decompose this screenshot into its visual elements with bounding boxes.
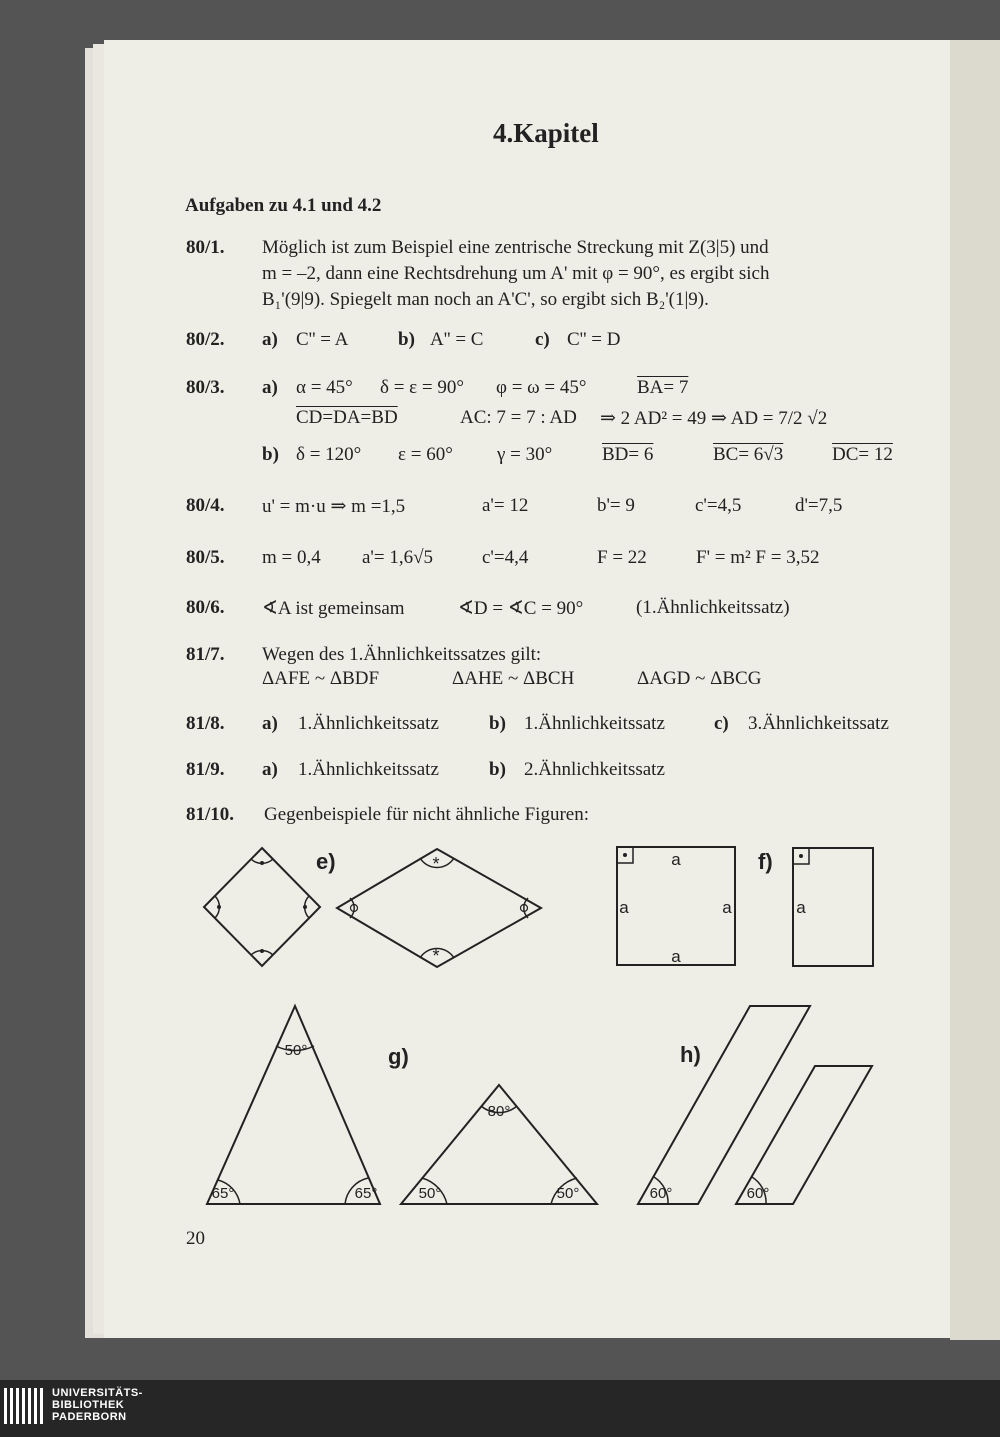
angle-label: 50° — [284, 1042, 308, 1059]
math-expression: δ = 120° — [296, 444, 362, 465]
math-expression: (1.Ähnlichkeitssatz) — [636, 597, 790, 618]
problem-number: 80/4. — [186, 495, 225, 516]
math-expression: δ = ε = 90° — [380, 377, 464, 398]
side-label: a — [722, 898, 732, 917]
math-expression: ΔAHE ~ ΔBCH — [452, 668, 575, 689]
side-label: a — [671, 850, 681, 869]
problem-number: 80/3. — [186, 377, 225, 398]
angle-label: 80° — [487, 1103, 511, 1120]
angle-label: 65° — [211, 1185, 235, 1202]
part-label: c) — [714, 713, 729, 734]
math-expression: b'= 9 — [597, 495, 635, 516]
figure-label-e: e) — [316, 849, 336, 874]
math-expression: ΔAFE ~ ΔBDF — [262, 668, 380, 689]
side-label: a — [671, 947, 681, 966]
problem-number: 81/10. — [186, 804, 235, 825]
math-expression: F = 22 — [597, 547, 647, 568]
angle-label: 50° — [418, 1185, 442, 1202]
math-expression: BC= 6√3 — [713, 444, 784, 465]
part-label: b) — [489, 759, 506, 780]
part-text: 1.Ähnlichkeitssatz — [524, 713, 665, 734]
chapter-title: 4.Kapitel — [493, 118, 599, 148]
section-title: Aufgaben zu 4.1 und 4.2 — [185, 195, 382, 216]
math-expression: BA= 7 — [637, 377, 689, 398]
figure-h-parallelogram-1 — [638, 1006, 810, 1204]
part-text: 2.Ähnlichkeitssatz — [524, 759, 665, 780]
library-name-line: BIBLIOTHEK — [52, 1399, 125, 1411]
part-text: 3.Ähnlichkeitssatz — [748, 713, 889, 734]
page-number: 20 — [186, 1228, 205, 1249]
angle-label: 50° — [556, 1185, 580, 1202]
part-label: b) — [489, 713, 506, 734]
part-text: C'' = D — [567, 329, 621, 350]
library-name-line: PADERBORN — [52, 1411, 127, 1423]
angle-label: 60° — [649, 1185, 673, 1202]
figure-h-parallelogram-2 — [736, 1066, 872, 1204]
problem-number: 80/1. — [186, 237, 225, 258]
part-text: A'' = C — [430, 329, 484, 350]
math-expression: a'= 12 — [482, 495, 529, 516]
figure-label-g: g) — [388, 1044, 409, 1069]
math-expression: u' = m·u ⇒ m =1,5 — [262, 496, 406, 517]
math-expression: φ = ω = 45° — [496, 377, 587, 398]
problem-text: Möglich ist zum Beispiel eine zentrische Streckung mit Z(3|5) und — [262, 237, 769, 258]
problem-text: m = –2, dann eine Rechtsdrehung um A' mit φ = 90°, es ergibt sich — [262, 263, 770, 284]
star-mark: * — [432, 946, 440, 966]
star-mark: * — [432, 854, 440, 874]
math-expression: α = 45° — [296, 377, 353, 398]
part-label: a) — [262, 377, 278, 398]
math-expression: m = 0,4 — [262, 547, 321, 568]
problem-number: 81/9. — [186, 759, 225, 780]
side-label: a — [796, 898, 806, 917]
math-expression: AC: 7 = 7 : AD — [460, 407, 577, 428]
figure-g-triangle-1 — [207, 1006, 380, 1204]
part-label: c) — [535, 329, 550, 350]
angle-label: 65° — [354, 1185, 378, 1202]
problem-number: 80/2. — [186, 329, 225, 350]
math-expression: a'= 1,6√5 — [362, 547, 433, 568]
problem-number: 80/6. — [186, 597, 225, 618]
figure-label-h: h) — [680, 1042, 701, 1067]
part-text: 1.Ähnlichkeitssatz — [298, 759, 439, 780]
math-expression: ⇒ 2 AD² = 49 ⇒ AD = 7/2 √2 — [600, 408, 828, 429]
figure-e-rhombus-1 — [204, 848, 320, 966]
math-expression: γ = 30° — [497, 444, 553, 465]
angle-label: 60° — [746, 1185, 770, 1202]
math-expression: c'=4,5 — [695, 495, 742, 516]
part-label: a) — [262, 713, 278, 734]
math-expression: ε = 60° — [398, 444, 453, 465]
problem-text: Gegenbeispiele für nicht ähnliche Figuren: — [264, 804, 590, 825]
library-name-line: UNIVERSITÄTS- — [52, 1387, 143, 1399]
part-label: b) — [398, 329, 415, 350]
side-label: a — [619, 898, 629, 917]
math-expression: CD=DA=BD — [296, 407, 398, 428]
math-expression: DC= 12 — [832, 444, 893, 465]
math-expression: d'=7,5 — [795, 495, 843, 516]
library-logo-icon — [4, 1388, 48, 1430]
problem-number: 81/7. — [186, 644, 225, 665]
math-expression: ∢A ist gemeinsam — [262, 598, 405, 619]
math-expression: ΔAGD ~ ΔBCG — [637, 668, 762, 689]
part-label: b) — [262, 444, 279, 465]
figure-label-f: f) — [758, 849, 773, 874]
part-label: a) — [262, 329, 278, 350]
problem-text: B₁'(9|9). Spiegelt man noch an A'C', so ergibt sich B₂'(1|9). — [262, 289, 709, 310]
part-text: C'' = A — [296, 329, 349, 350]
math-expression: ∢D = ∢C = 90° — [458, 598, 584, 619]
part-label: a) — [262, 759, 278, 780]
math-expression: F' = m² F = 3,52 — [696, 547, 820, 568]
problem-number: 80/5. — [186, 547, 225, 568]
library-name — [52, 1387, 143, 1423]
part-text: 1.Ähnlichkeitssatz — [298, 713, 439, 734]
problem-number: 81/8. — [186, 713, 225, 734]
math-expression: c'=4,4 — [482, 547, 529, 568]
math-expression: BD= 6 — [602, 444, 654, 465]
problem-text: Wegen des 1.Ähnlichkeitssatzes gilt: — [262, 644, 542, 665]
